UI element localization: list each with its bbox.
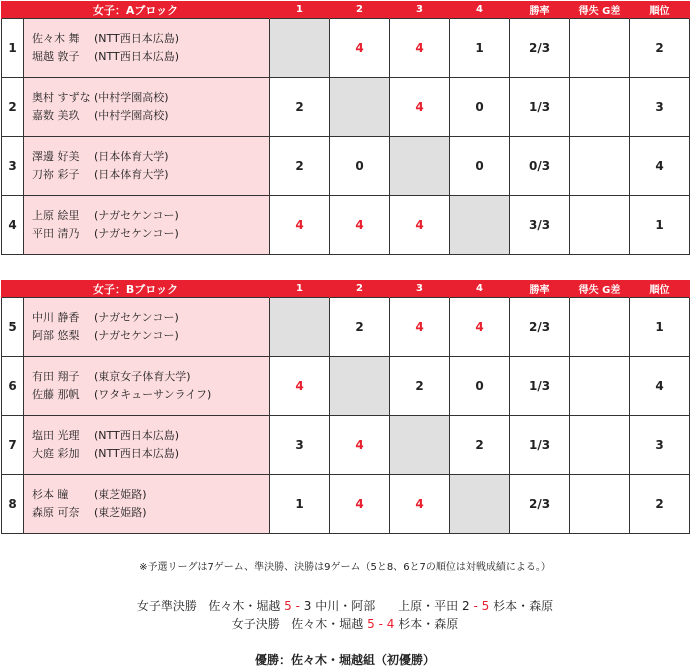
gamediff-cell (570, 416, 630, 475)
match-result-cell: 4 (330, 475, 390, 534)
semifinal-1-score-a: 5 (284, 599, 292, 613)
semifinal-1-score-b: 3 (303, 599, 312, 613)
player-team: (中村学園高校) (94, 109, 169, 122)
player-team: (ナガセケンコー) (94, 311, 179, 324)
header-winrate: 勝率 (510, 280, 570, 298)
player-name: 上原 絵里 (32, 209, 80, 222)
self-match-cell (390, 137, 450, 196)
rules-note: ※予選リーグは7ゲーム、準決勝、決勝は9ゲーム（5と8、6と7の順位は対戦成績による。） (139, 562, 551, 573)
match-result-cell: 1 (270, 475, 330, 534)
seed-number: 3 (2, 137, 24, 196)
self-match-cell (330, 357, 390, 416)
match-result-cell: 2 (270, 137, 330, 196)
final-team-a: 佐々木・堀越 (291, 617, 364, 631)
match-result-cell: 0 (450, 78, 510, 137)
player-team: (東芝姫路) (94, 506, 147, 519)
block-a-header-row (2, 1, 690, 19)
player-team: (東芝姫路) (94, 488, 147, 501)
self-match-cell (270, 298, 330, 357)
player-team: (ワタキューサンライフ) (94, 388, 212, 401)
player-team: (中村学園高校) (94, 91, 169, 104)
header-rank: 順位 (630, 280, 690, 298)
match-result-cell: 1 (450, 19, 510, 78)
semifinal-2-score-a: 2 (462, 599, 470, 613)
player-name: 阿部 悠梨 (32, 329, 80, 342)
table-row (2, 416, 690, 475)
player-name: 杉本 瞳 (32, 488, 69, 501)
player-name: 塩田 光理 (32, 429, 80, 442)
match-result-cell: 4 (270, 196, 330, 255)
match-result-cell: 2 (390, 357, 450, 416)
player-pair (24, 475, 270, 534)
player-pair (24, 357, 270, 416)
player-name: 嘉数 美玖 (32, 109, 80, 122)
winrate-cell: 1/3 (510, 416, 570, 475)
champion-line: 優勝：佐々木・堀越組（初優勝） (254, 653, 435, 667)
player-team: (日本体育大学) (94, 168, 169, 181)
player-pair (24, 137, 270, 196)
table-row (2, 298, 690, 357)
match-result-cell: 0 (450, 357, 510, 416)
table-row (2, 196, 690, 255)
block-b-title: 女子：Bブロック (2, 280, 270, 298)
semifinal-1-team-a: 佐々木・堀越 (208, 599, 281, 613)
match-result-cell: 0 (330, 137, 390, 196)
player-name: 佐藤 那帆 (32, 388, 80, 401)
player-team: (日本体育大学) (94, 150, 169, 163)
player-name: 大庭 彩加 (32, 447, 80, 460)
header-col-2: 2 (330, 280, 390, 298)
player-team: (NTT西日本広島) (94, 50, 180, 63)
match-result-cell: 4 (390, 475, 450, 534)
table-row (2, 475, 690, 534)
match-result-cell: 4 (330, 416, 390, 475)
match-result-cell: 4 (390, 19, 450, 78)
header-winrate: 勝率 (510, 1, 570, 19)
rank-cell: 1 (630, 298, 690, 357)
table-row (2, 357, 690, 416)
table-row (2, 78, 690, 137)
header-col-4: 4 (450, 1, 510, 19)
player-pair (24, 298, 270, 357)
semifinal-label: 女子準決勝 (136, 599, 197, 613)
winrate-cell: 2/3 (510, 298, 570, 357)
final-team-b: 杉本・森原 (398, 617, 459, 631)
final-dash: - (378, 617, 383, 631)
winrate-cell: 1/3 (510, 357, 570, 416)
gamediff-cell (570, 298, 630, 357)
seed-number: 1 (2, 19, 24, 78)
winrate-cell: 2/3 (510, 19, 570, 78)
final-score-b: 4 (386, 617, 395, 631)
match-result-cell: 4 (450, 298, 510, 357)
semifinal-2-dash: - (473, 599, 478, 613)
match-result-cell: 4 (330, 19, 390, 78)
match-result-cell: 2 (270, 78, 330, 137)
header-col-4: 4 (450, 280, 510, 298)
rank-cell: 1 (630, 196, 690, 255)
player-name: 有田 翔子 (32, 370, 80, 383)
self-match-cell (390, 416, 450, 475)
match-result-cell: 2 (330, 298, 390, 357)
block-a-title: 女子：Aブロック (2, 1, 270, 19)
final-score-a: 5 (367, 617, 375, 631)
header-gamediff: 得失 G差 (570, 280, 630, 298)
player-name: 森原 可奈 (32, 506, 80, 519)
seed-number: 2 (2, 78, 24, 137)
player-team: (ナガセケンコー) (94, 227, 179, 240)
match-result-cell: 4 (330, 196, 390, 255)
seed-number: 8 (2, 475, 24, 534)
header-col-1: 1 (270, 1, 330, 19)
semifinal-1-team-b: 中川・阿部 (315, 599, 376, 613)
rank-cell: 4 (630, 137, 690, 196)
winrate-cell: 0/3 (510, 137, 570, 196)
rank-cell: 3 (630, 78, 690, 137)
self-match-cell (330, 78, 390, 137)
player-pair (24, 78, 270, 137)
player-team: (ナガセケンコー) (94, 209, 179, 222)
semifinal-2-team-a: 上原・平田 (398, 599, 459, 613)
seed-number: 5 (2, 298, 24, 357)
block-a-table (1, 1, 690, 255)
rank-cell: 2 (630, 475, 690, 534)
gamediff-cell (570, 357, 630, 416)
gamediff-cell (570, 475, 630, 534)
match-result-cell: 4 (390, 298, 450, 357)
semifinal-2-score-b: 5 (481, 599, 490, 613)
gamediff-cell (570, 196, 630, 255)
self-match-cell (270, 19, 330, 78)
player-team: (NTT西日本広島) (94, 447, 180, 460)
match-result-cell: 4 (270, 357, 330, 416)
player-team: (NTT西日本広島) (94, 32, 180, 45)
player-name: 澤邊 好美 (32, 150, 80, 163)
player-name: 中川 静香 (32, 311, 80, 324)
seed-number: 6 (2, 357, 24, 416)
header-col-3: 3 (390, 1, 450, 19)
final-label: 女子決勝 (231, 617, 280, 631)
final-line (0, 615, 690, 632)
gamediff-cell (570, 19, 630, 78)
match-result-cell: 4 (390, 196, 450, 255)
semifinal-1-dash: - (295, 599, 300, 613)
header-col-3: 3 (390, 280, 450, 298)
match-result-cell: 2 (450, 416, 510, 475)
match-result-cell: 3 (270, 416, 330, 475)
player-pair (24, 416, 270, 475)
rank-cell: 4 (630, 357, 690, 416)
semifinal-2-team-b: 杉本・森原 (493, 599, 554, 613)
player-name: 平田 清乃 (32, 227, 80, 240)
player-team: (ナガセケンコー) (94, 329, 179, 342)
player-pair (24, 19, 270, 78)
player-name: 堀越 敦子 (32, 50, 80, 63)
header-gamediff: 得失 G差 (570, 1, 630, 19)
rank-cell: 2 (630, 19, 690, 78)
semifinal-line (0, 597, 690, 614)
block-b-header-row (2, 280, 690, 298)
player-team: (東京女子体育大学) (94, 370, 191, 383)
winrate-cell: 3/3 (510, 196, 570, 255)
gamediff-cell (570, 137, 630, 196)
header-col-1: 1 (270, 280, 330, 298)
player-team: (NTT西日本広島) (94, 429, 180, 442)
match-result-cell: 4 (390, 78, 450, 137)
gamediff-cell (570, 78, 630, 137)
block-b-table (1, 280, 690, 534)
header-rank: 順位 (630, 1, 690, 19)
header-col-2: 2 (330, 1, 390, 19)
player-name: 奥村 すずな (32, 91, 91, 104)
table-row (2, 137, 690, 196)
player-name: 佐々木 舞 (32, 32, 80, 45)
seed-number: 4 (2, 196, 24, 255)
self-match-cell (450, 196, 510, 255)
match-result-cell: 0 (450, 137, 510, 196)
table-row (2, 19, 690, 78)
winrate-cell: 2/3 (510, 475, 570, 534)
rank-cell: 3 (630, 416, 690, 475)
seed-number: 7 (2, 416, 24, 475)
self-match-cell (450, 475, 510, 534)
player-pair (24, 196, 270, 255)
player-name: 刀祢 彩子 (32, 168, 80, 181)
winrate-cell: 1/3 (510, 78, 570, 137)
